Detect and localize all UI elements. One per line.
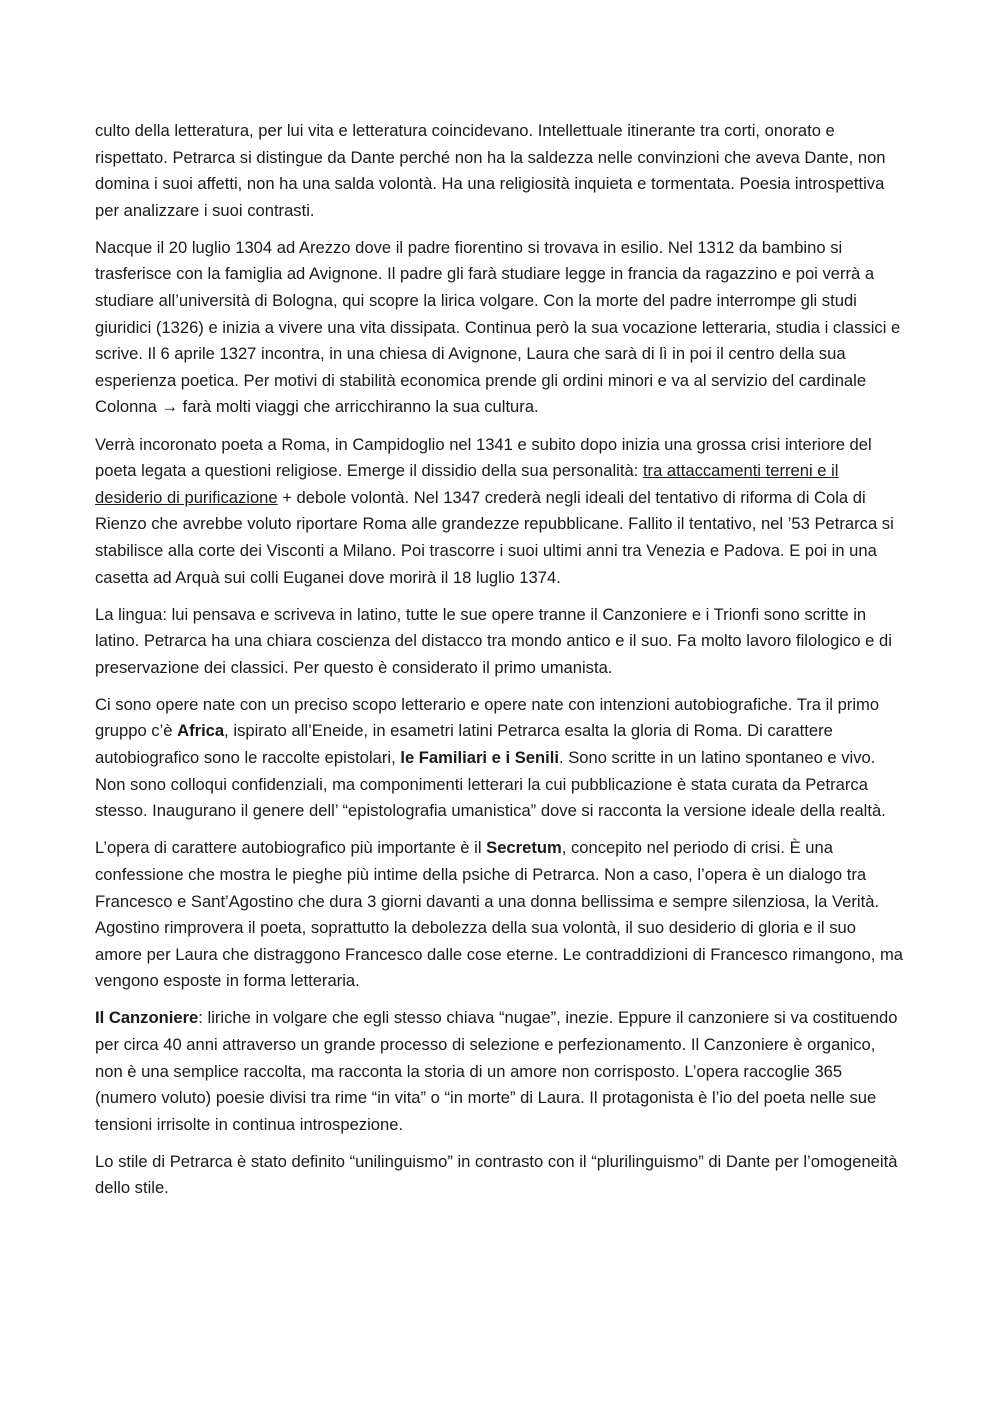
- paragraph-secretum: [95, 835, 906, 995]
- text-segment: . Sono scritte in un latino spontaneo e vivo. Non sono colloqui confidenziali, ma componimenti letterari la cui pubblicazione è stata curata da Petrarca stesso. Inaugurano il genere dell’ “epistolografia umanistica” dove si racconta la versione ideale della realtà.: [95, 748, 886, 821]
- text-segment: L’opera di carattere autobiografico più importante è il: [95, 838, 487, 858]
- paragraph-language: [95, 602, 906, 682]
- paragraph-style: [95, 1149, 906, 1202]
- text-segment: Lo stile di Petrarca è stato definito “unilinguismo” in contrasto con il “plurilinguismo” di Dante per l’omogeneità dello stile.: [95, 1151, 898, 1198]
- text-segment: , concepito nel periodo di crisi. È una confessione che mostra le pieghe più intime della psiche di Petrarca. Non a caso, l’opera è un dialogo tra Francesco e Sant’Agostino che dura 3 giorni davanti a una donna bellissima e sempre silenziosa, la Verità. Agostino rimprovera il poeta, soprattutto la debolezza della sua volontà, il suo desiderio di gloria e il suo amore per Laura che distraggono Francesco dalle cose eterne. Le contraddizioni di Francesco rimangono, ma vengono esposte in forma letteraria.: [95, 838, 904, 991]
- paragraph-works: [95, 692, 906, 825]
- bold-title-africa: Africa: [177, 721, 225, 741]
- paragraph-intro: [95, 118, 906, 224]
- arrow-right-icon: →: [161, 397, 179, 417]
- text-segment: Verrà incoronato poeta a Roma, in Campidoglio nel 1341 e subito dopo inizia una grossa crisi interiore del poeta legata a questioni religiose. Emerge il dissidio della sua personalità:: [95, 434, 872, 481]
- paragraph-canzoniere: [95, 1005, 906, 1138]
- text-segment: culto della letteratura, per lui vita e letteratura coincidevano. Intellettuale itinerante tra corti, onorato e rispettato. Petrarca si distingue da Dante perché non ha la saldezza nelle convinzioni che aveva Dante, non domina i suoi affetti, non ha una salda volontà. Ha una religiosità inquieta e tormentata. Poesia introspettiva per analizzare i suoi contrasti.: [95, 121, 886, 220]
- underlined-text: tra attaccamenti terreni e il desiderio di purificazione: [95, 461, 839, 507]
- text-segment: : liriche in volgare che egli stesso chiava “nugae”, inezie. Eppure il canzoniere si va costituendo per circa 40 anni attraverso un grande processo di selezione e perfezionamento. Il Canzoniere è organico, non è una semplice raccolta, ma racconta la storia di un amore non corrisposto. L’opera raccoglie 365 (numero voluto) poesie divisi tra rime “in vita” o “in morte” di Laura. Il protagonista è l’io del poeta nelle sue tensioni irrisolte in continua introspezione.: [95, 1008, 898, 1134]
- bold-title-familiari: le Familiari e i Senili: [400, 748, 559, 768]
- text-segment: La lingua: lui pensava e scriveva in latino, tutte le sue opere tranne il Canzoniere e i Trionfi sono scritte in latino. Petrarca ha una chiara coscienza del distacco tra mondo antico e il suo. Fa molto lavoro filologico e di preservazione dei classici. Per questo è considerato il primo umanista.: [95, 604, 892, 677]
- bold-title-canzoniere: Il Canzoniere: [95, 1008, 199, 1028]
- text-segment: , ispirato all’Eneide, in esametri latini Petrarca esalta la gloria di Roma. Di carattere autobiografico sono le raccolte epistolari,: [95, 721, 833, 768]
- text-segment: farà molti viaggi che arricchiranno la sua cultura.: [178, 397, 539, 417]
- paragraph-biography: [95, 235, 906, 421]
- bold-title-secretum: Secretum: [486, 838, 562, 858]
- text-segment: Nacque il 20 luglio 1304 ad Arezzo dove il padre fiorentino si trovava in esilio. Nel 1312 da bambino si trasferisce con la famiglia ad Avignone. Il padre gli farà studiare legge in francia da ragazzino e poi verrà a studiare all’università di Bologna, qui scopre la lirica volgare. Con la morte del padre interrompe gli studi giuridici (1326) e inizia a vivere una vita dissipata. Continua però la sua vocazione letteraria, studia i classici e scrive. Il 6 aprile 1327 incontra, in una chiesa di Avignone, Laura che sarà di lì in poi il centro della sua esperienza poetica. Per motivi di stabilità economica prende gli ordini minori e va al servizio del cardinale Colonna: [95, 237, 901, 417]
- paragraph-crisis: [95, 432, 906, 592]
- text-segment: + debole volontà. Nel 1347 crederà negli ideali del tentativo di riforma di Cola di Rienzo che avrebbe voluto riportare Roma alle grandezze repubblicane. Fallito il tentativo, nel ’53 Petrarca si stabilisce alla corte dei Visconti a Milano. Poi trascorre i suoi ultimi anni tra Venezia e Padova. E poi in una casetta ad Arquà sui colli Euganei dove morirà il 18 luglio 1374.: [95, 487, 894, 587]
- text-segment: Ci sono opere nate con un preciso scopo letterario e opere nate con intenzioni autobiografiche. Tra il primo gruppo c’è: [95, 694, 880, 741]
